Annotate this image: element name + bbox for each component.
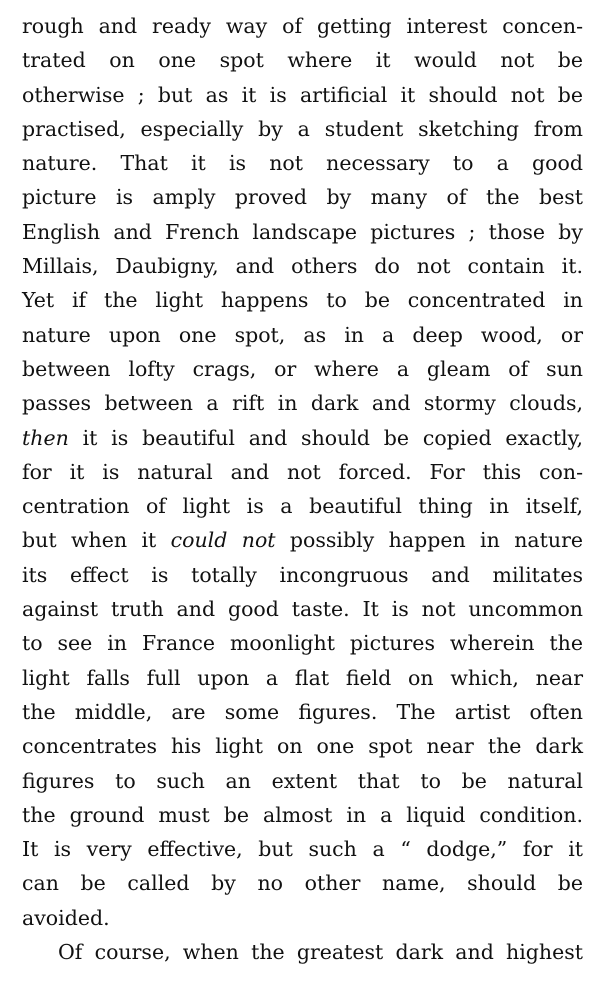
italic-phrase: could not (170, 528, 276, 553)
text-line: can be called by no other name, should be (22, 871, 583, 896)
text-line: nature upon one spot, as in a deep wood, or (22, 322, 583, 347)
text-span: but when it (22, 528, 171, 553)
paragraph-2 (22, 935, 583, 969)
text-span: it is beautiful and should be copied exactly, (68, 425, 583, 450)
text-line: for it is natural and not forced. For this con- (22, 459, 583, 484)
text-line: practised, especially by a student sketching from (22, 116, 583, 141)
text-line: Millais, Daubigny, and others do not contain it. (22, 254, 583, 279)
paragraph-1 (22, 9, 583, 935)
text-line: Of course, when the greatest dark and highest (58, 940, 583, 965)
italic-word: then (22, 425, 69, 450)
text-line: to see in France moonlight pictures wherein the (22, 631, 583, 656)
text-line: Yet if the light happens to be concentrated in (22, 288, 583, 313)
text-line (22, 523, 583, 557)
text-line: avoided. (22, 905, 110, 930)
text-line: its effect is totally incongruous and militates (22, 562, 583, 587)
text-line: between lofty crags, or where a gleam of sun (22, 356, 583, 381)
text-line: trated on one spot where it would not be (22, 48, 583, 73)
text-line: against truth and good taste. It is not uncommon (22, 597, 583, 622)
text-line (22, 421, 583, 455)
text-line: light falls full upon a flat field on which, near (22, 665, 583, 690)
text-line: concentrates his light on one spot near the dark (22, 734, 583, 759)
text-line: picture is amply proved by many of the best (22, 185, 583, 210)
text-line: the middle, are some figures. The artist often (22, 699, 583, 724)
text-line: English and French landscape pictures ; those by (22, 219, 583, 244)
text-line: It is very effective, but such a “ dodge,” for it (22, 837, 583, 862)
text-span: possibly happen in nature (275, 528, 583, 553)
text-line: centration of light is a beautiful thing in itself, (22, 494, 583, 519)
text-line: otherwise ; but as it is artificial it should not be (22, 82, 583, 107)
book-page (22, 0, 583, 969)
text-line: passes between a rift in dark and stormy clouds, (22, 391, 583, 416)
text-line: the ground must be almost in a liquid condition. (22, 802, 583, 827)
text-line: rough and ready way of getting interest concen- (22, 14, 583, 38)
text-line: figures to such an extent that to be natural (22, 768, 583, 793)
text-line: nature. That it is not necessary to a good (22, 151, 583, 176)
